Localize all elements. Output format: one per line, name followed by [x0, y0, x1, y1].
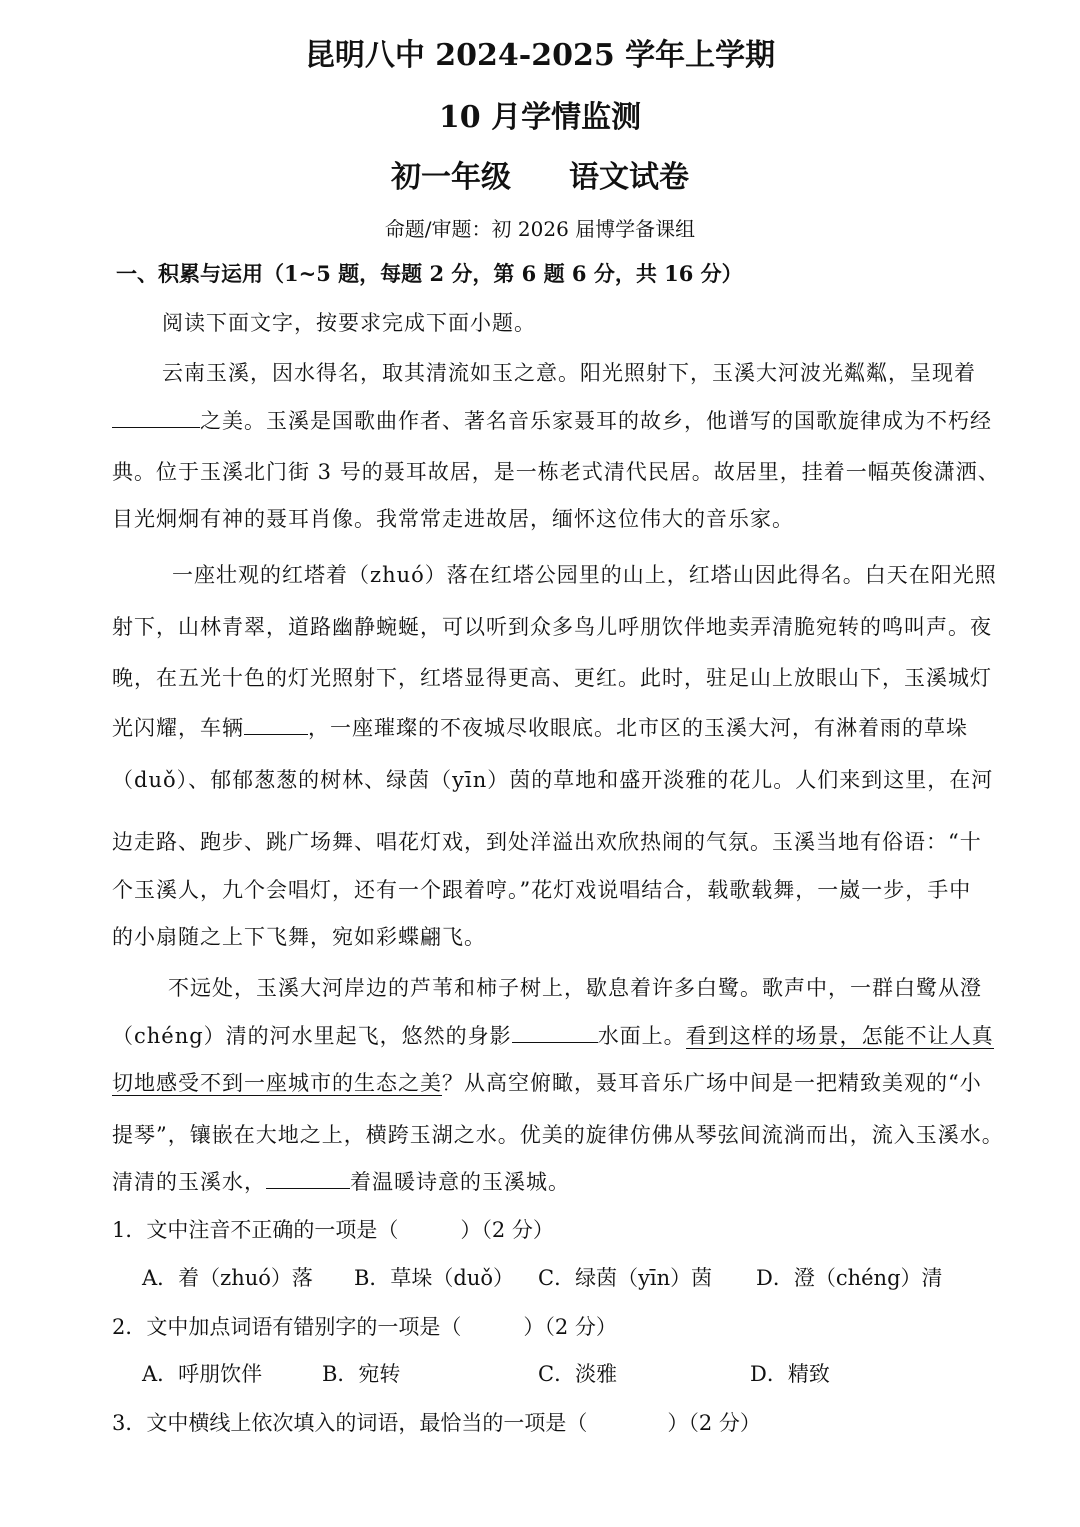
passage-line: 之美。玉溪是国歌曲作者、著名音乐家聂耳的故乡，他谱写的国歌旋律成为不朽经: [112, 405, 992, 435]
fill-blank[interactable]: [266, 1166, 350, 1189]
passage-line: 清清的玉溪水， 着温暖诗意的玉溪城。: [112, 1166, 570, 1196]
passage-line: 典。位于玉溪北门街 3 号的聂耳故居，是一栋老式清代民居。故居里，挂着一幅英俊潇洒、: [112, 460, 1000, 484]
grade-subject-line: [0, 152, 1080, 196]
passage-line: 目光炯炯有神的聂耳肖像。我常常走进故居，缅怀这位伟大的音乐家。: [112, 507, 794, 531]
passage-line: 云南玉溪，因水得名，取其清流如玉之意。阳光照射下，玉溪大河波光粼粼，呈现着: [162, 361, 976, 385]
question-2: 2．文中加点词语有错别字的一项是（ ）（2 分）: [112, 1315, 617, 1339]
passage-line: （duǒ）、郁郁葱葱的树林、绿茵（yīn）茵的草地和盛开淡雅的花儿。人们来到这里，在河: [112, 768, 994, 792]
q2-option-d[interactable]: D．精致: [750, 1362, 830, 1386]
fill-blank[interactable]: [512, 1020, 598, 1043]
passage-line: 的小扇随之上下飞舞，宛如彩蝶翩飞。: [112, 925, 486, 949]
passage-line: 提琴”，镶嵌在大地之上，横跨玉湖之水。优美的旋律仿佛从琴弦间流淌而出，流入玉溪水。: [112, 1123, 1004, 1147]
underlined-sentence: 看到这样的场景，怎能不让人真: [685, 1024, 994, 1049]
authors-line: 命题/审题：初 2026 届博学备课组: [384, 217, 696, 241]
question-3: 3．文中横线上依次填入的词语，最恰当的一项是（ ）（2 分）: [112, 1411, 761, 1435]
passage-line: （chéng）清的河水里起飞，悠然的身影 水面上。看到这样的场景，怎能不让人真: [112, 1020, 994, 1050]
q1-option-d[interactable]: D．澄（chéng）清: [756, 1266, 943, 1290]
passage-line: 个玉溪人，九个会唱灯，还有一个跟着哼。”花灯戏说唱结合，载歌载舞，一崴一步，手中: [112, 878, 972, 902]
q1-option-c[interactable]: C．绿茵（yīn）茵: [538, 1266, 713, 1290]
subject-label: 语文试卷: [569, 160, 689, 195]
passage-line: 一座壮观的红塔着（zhuó）落在红塔公园里的山上，红塔山因此得名。白天在阳光照: [172, 563, 997, 587]
section-heading: 一、积累与运用（1~5 题，每题 2 分，第 6 题 6 分，共 16 分）: [116, 261, 743, 286]
q2-option-b[interactable]: B．宛转: [322, 1362, 401, 1386]
passage-line: 边走路、跑步、跳广场舞、唱花灯戏，到处洋溢出欢欣热闹的气氛。玉溪当地有俗语：“十: [112, 830, 982, 854]
passage-line: 射下，山林青翠，道路幽静蜿蜒，可以听到众多鸟儿呼朋饮伴地卖弄清脆宛转的鸣叫声。夜: [112, 615, 992, 639]
q1-option-a[interactable]: A．着（zhuó）落: [142, 1266, 313, 1290]
passage-line: 不远处，玉溪大河岸边的芦苇和柿子树上，歇息着许多白鹭。歌声中，一群白鹭从澄: [168, 976, 982, 1000]
fill-blank[interactable]: [244, 712, 308, 735]
question-1: 1．文中注音不正确的一项是（ ）（2 分）: [112, 1218, 554, 1242]
fill-blank[interactable]: [112, 405, 200, 428]
passage-line: 晚，在五光十色的灯光照射下，红塔显得更高、更红。此时，驻足山上放眼山下，玉溪城灯: [112, 666, 992, 690]
passage-intro: 阅读下面文字，按要求完成下面小题。: [162, 311, 536, 335]
q1-option-b[interactable]: B．草垛（duǒ）: [354, 1266, 515, 1290]
q2-option-c[interactable]: C．淡雅: [538, 1362, 618, 1386]
exam-title: 昆明八中 2024-2025 学年上学期: [304, 38, 776, 73]
underlined-sentence: 切地感受不到一座城市的生态之美: [112, 1071, 442, 1095]
passage-line: 切地感受不到一座城市的生态之美？从高空俯瞰，聂耳音乐广场中间是一把精致美观的“小: [112, 1071, 982, 1095]
exam-subtitle: 10 月学情监测: [438, 100, 642, 135]
passage-line: 光闪耀，车辆 ，一座璀璨的不夜城尽收眼底。北市区的玉溪大河，有淋着雨的草垛: [112, 712, 968, 742]
grade-label: 初一年级: [391, 160, 511, 195]
q2-option-a[interactable]: A．呼朋饮伴: [142, 1362, 263, 1386]
